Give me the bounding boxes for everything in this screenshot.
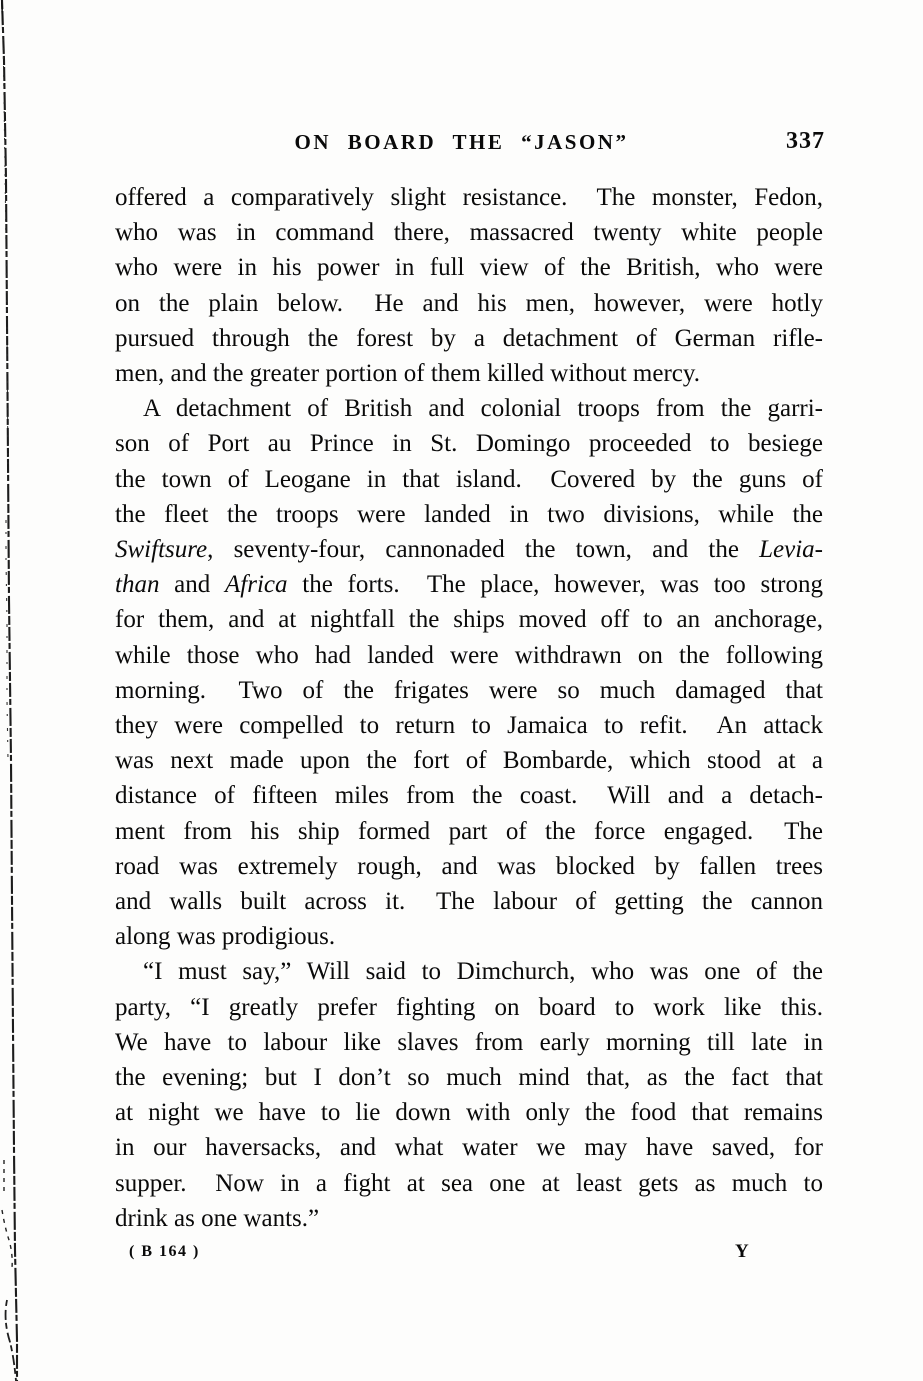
text-line: ment from his ship formed part of the force engaged. The (115, 817, 823, 845)
text-line: on the plain below. He and his men, however, were hotly (115, 289, 823, 317)
text-line: they were compelled to return to Jamaica to refit. An attack (115, 712, 823, 740)
page-number: 337 (786, 128, 825, 154)
scan-gutter-artifact (0, 0, 40, 1381)
text-line: who was in command there, massacred twenty white people (115, 219, 823, 247)
text-line: the evening; but I don’t so much mind that, as the fact that (115, 1064, 823, 1092)
text-line: offered a comparatively slight resistance. The monster, Fedon, (115, 184, 823, 211)
text-line: who were in his power in full view of the British, who were (115, 254, 823, 282)
text-line: A detachment of British and colonial troops from the garri- (143, 395, 823, 423)
text-line: We have to labour like slaves from early morning till late in (115, 1028, 823, 1056)
text-line: men, and the greater portion of them killed without mercy. (115, 360, 701, 388)
running-header (0, 130, 923, 162)
text-line: the fleet the troops were landed in two divisions, while the (115, 500, 823, 528)
text-line: while those who had landed were withdrawn on the following (115, 641, 823, 669)
catchword: Y (735, 1241, 749, 1262)
text-line: son of Port au Prince in St. Domingo proceeded to besiege (115, 430, 823, 458)
text-line: for them, and at nightfall the ships moved off to an anchorage, (115, 606, 823, 634)
page-footer (115, 1241, 823, 1267)
text-line: pursued through the forest by a detachment of German rifle- (115, 324, 823, 352)
text-line: road was extremely rough, and was blocked by fallen trees (115, 852, 823, 880)
text-line: the town of Leogane in that island. Covered by the guns of (115, 465, 823, 493)
printers-mark: ( B 164 ) (129, 1243, 200, 1260)
text-line: and walls built across it. The labour of getting the cannon (115, 888, 823, 916)
text-line: Swiftsure, seventy-four, cannonaded the town, and the Levia- (115, 536, 823, 564)
text-line: than and Africa the forts. The place, however, was too strong (115, 571, 823, 599)
text-line: was next made upon the fort of Bombarde, which stood at a (115, 747, 823, 775)
text-line: at night we have to lie down with only the food that remains (115, 1099, 823, 1127)
text-line: in our haversacks, and what water we may have saved, for (115, 1134, 823, 1162)
text-line: supper. Now in a fight at sea one at least gets as much to (115, 1169, 823, 1197)
text-line: drink as one wants.” (115, 1204, 320, 1232)
text-line: along was prodigious. (115, 923, 336, 951)
text-line: “I must say,” Will said to Dimchurch, who was one of the (143, 958, 823, 986)
page-title: ON BOARD THE “JASON” (294, 130, 629, 154)
text-line: distance of fifteen miles from the coast. Will and a detach- (115, 782, 823, 810)
text-line: morning. Two of the frigates were so much damaged that (115, 676, 823, 704)
body-text (115, 180, 823, 1236)
text-line: party, “I greatly prefer fighting on board to work like this. (115, 993, 823, 1021)
